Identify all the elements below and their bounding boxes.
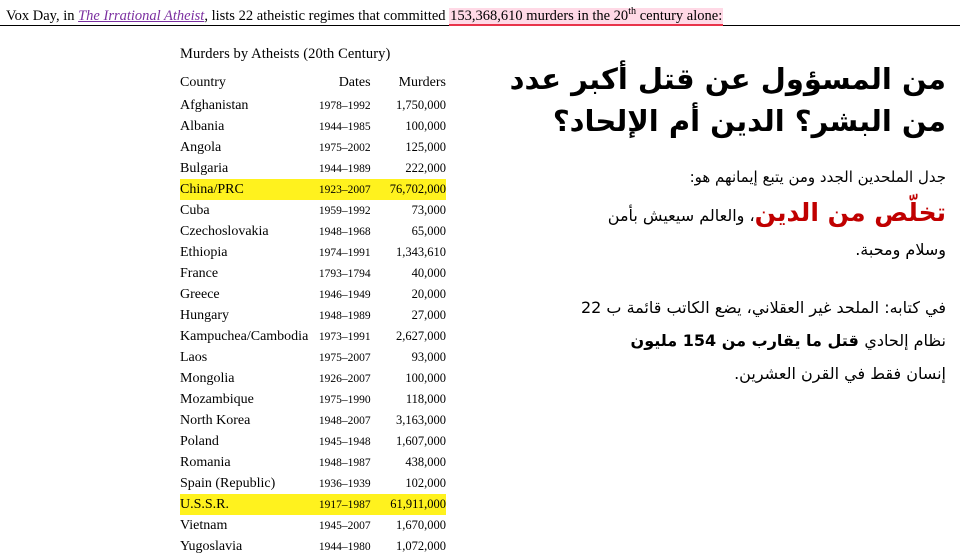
cell-murders: 100,000 (405, 119, 446, 133)
cell-country: Albania (180, 119, 225, 134)
cell-murders: 100,000 (405, 371, 446, 385)
arabic-paragraph-2 (456, 196, 946, 233)
table-row (180, 116, 446, 137)
cell-country: Spain (Republic) (180, 476, 276, 491)
table-caption: Murders by Atheists (20th Century) (180, 46, 391, 62)
cell-country: Angola (180, 140, 222, 155)
table-row (180, 137, 446, 158)
arabic-emphasis-1: تخلّص من الدين (754, 198, 946, 227)
banner-highlight (449, 8, 723, 26)
cell-country: North Korea (180, 413, 251, 428)
banner-highlight-superscript: th (628, 6, 637, 17)
arabic-paragraph-3: وسلام ومحبة. (855, 240, 946, 259)
cell-country: Kampuchea/Cambodia (180, 329, 309, 344)
cell-dates: 1975–2002 (318, 142, 371, 154)
cell-country: China/PRC (180, 179, 310, 200)
cell-dates: 1975–1990 (318, 394, 371, 406)
arabic-paragraph-1: جدل الملحدين الجدد ومن يتبع إيمانهم هو: (689, 168, 946, 186)
cell-dates: 1945–2007 (318, 520, 371, 532)
banner-highlight-number: 153,368,610 murders in the 20 (450, 7, 629, 24)
cell-dates: 1793–1794 (318, 268, 371, 280)
cell-dates: 1944–1980 (318, 541, 371, 553)
cell-murders: 20,000 (411, 287, 446, 301)
column-header-dates: Dates (338, 75, 371, 90)
table-row (180, 494, 446, 515)
cell-murders: 125,000 (405, 140, 446, 154)
cell-country: Cuba (180, 203, 210, 218)
cell-country: Bulgaria (180, 161, 229, 176)
cell-dates: 1945–1948 (318, 436, 371, 448)
cell-murders: 76,702,000 (385, 179, 446, 200)
arabic-paragraph-6: إنسان فقط في القرن العشرين. (734, 364, 946, 383)
cell-dates: 1926–2007 (318, 373, 371, 385)
cell-murders: 27,000 (411, 308, 446, 322)
cell-murders: 118,000 (405, 392, 446, 406)
cell-dates: 1959–1992 (318, 205, 371, 217)
cell-country: Hungary (180, 308, 229, 323)
table-row (180, 368, 446, 389)
table-row (180, 200, 446, 221)
cell-dates: 1946–1949 (318, 289, 371, 301)
table-row (180, 263, 446, 284)
cell-murders: 1,607,000 (396, 434, 446, 448)
table-row (180, 221, 446, 242)
table-row (180, 179, 446, 200)
cell-dates: 1948–1987 (318, 457, 371, 469)
cell-dates: 1974–1991 (318, 247, 371, 259)
cell-dates: 1973–1991 (318, 331, 371, 343)
cell-country: France (180, 266, 219, 281)
cell-murders: 73,000 (411, 203, 446, 217)
book-title-link[interactable]: The Irrational Atheist (78, 7, 205, 24)
cell-dates: 1975–2007 (318, 352, 371, 364)
top-banner (0, 0, 960, 26)
murders-table-block (180, 46, 452, 557)
cell-country: Vietnam (180, 518, 228, 533)
cell-murders: 93,000 (411, 350, 446, 364)
column-header-country: Country (180, 75, 226, 90)
table-row (180, 347, 446, 368)
cell-murders: 438,000 (405, 455, 446, 469)
murders-table (180, 75, 446, 557)
cell-country: Ethiopia (180, 245, 228, 260)
arabic-paragraph-4: في كتابه: الملحد غير العقلاني، يضع الكاتب قائمة ب 22 (580, 298, 946, 317)
cell-dates: 1917–1987 (310, 494, 384, 515)
cell-dates: 1978–1992 (318, 100, 371, 112)
cell-murders: 2,627,000 (396, 329, 446, 343)
cell-country: Greece (180, 287, 220, 302)
arabic-emphasis-2: نظام إلحادي (864, 331, 946, 350)
cell-country: Mongolia (180, 371, 235, 386)
table-row (180, 452, 446, 473)
cell-murders: 65,000 (411, 224, 446, 238)
table-row (180, 158, 446, 179)
table-header-row (180, 75, 446, 95)
table-row (180, 473, 446, 494)
cell-murders: 1,670,000 (396, 518, 446, 532)
cell-country: Afghanistan (180, 98, 249, 113)
cell-country: Laos (180, 350, 208, 365)
cell-country: Poland (180, 434, 219, 449)
cell-murders: 40,000 (411, 266, 446, 280)
cell-murders: 1,750,000 (396, 98, 446, 112)
cell-murders: 1,343,610 (396, 245, 446, 259)
table-body (180, 95, 446, 557)
cell-country: U.S.S.R. (180, 494, 310, 515)
cell-country: Mozambique (180, 392, 254, 407)
table-row (180, 284, 446, 305)
table-row (180, 515, 446, 536)
table-row (180, 389, 446, 410)
column-header-murders: Murders (398, 75, 446, 90)
cell-dates: 1944–1989 (318, 163, 371, 175)
arabic-paragraph-5 (456, 324, 946, 357)
arabic-paragraph-5-rest: قتل ما يقارب من 154 مليون (630, 331, 865, 350)
cell-country: Yugoslavia (180, 539, 243, 554)
cell-dates: 1936–1939 (318, 478, 371, 490)
arabic-paragraph-2-rest: ، والعالم سيعيش بأمن (607, 206, 755, 225)
table-row (180, 305, 446, 326)
cell-dates: 1923–2007 (310, 179, 384, 200)
cell-country: Czechoslovakia (180, 224, 269, 239)
table-row (180, 410, 446, 431)
table-row (180, 536, 446, 557)
top-banner-text (6, 4, 723, 24)
table-row (180, 431, 446, 452)
banner-highlight-tail: century alone: (636, 7, 723, 24)
cell-dates: 1944–1985 (318, 121, 371, 133)
banner-text-before: Vox Day, in (6, 7, 79, 24)
arabic-heading: من المسؤول عن قتل أكبر عدد من البشر؟ الدين أم الإلحاد؟ (509, 62, 946, 138)
table-header (180, 75, 446, 95)
cell-dates: 1948–2007 (318, 415, 371, 427)
banner-text-middle: , lists 22 atheistic regimes that committed (204, 7, 450, 24)
cell-murders: 102,000 (405, 476, 446, 490)
cell-dates: 1948–1968 (318, 226, 371, 238)
cell-murders: 3,163,000 (396, 413, 446, 427)
cell-country: Romania (180, 455, 231, 470)
table-row (180, 95, 446, 116)
table-row (180, 242, 446, 263)
cell-murders: 222,000 (405, 161, 446, 175)
cell-murders: 1,072,000 (396, 539, 446, 553)
arabic-text-block (456, 58, 946, 390)
cell-dates: 1948–1989 (318, 310, 371, 322)
table-row (180, 326, 446, 347)
cell-murders: 61,911,000 (385, 494, 446, 515)
